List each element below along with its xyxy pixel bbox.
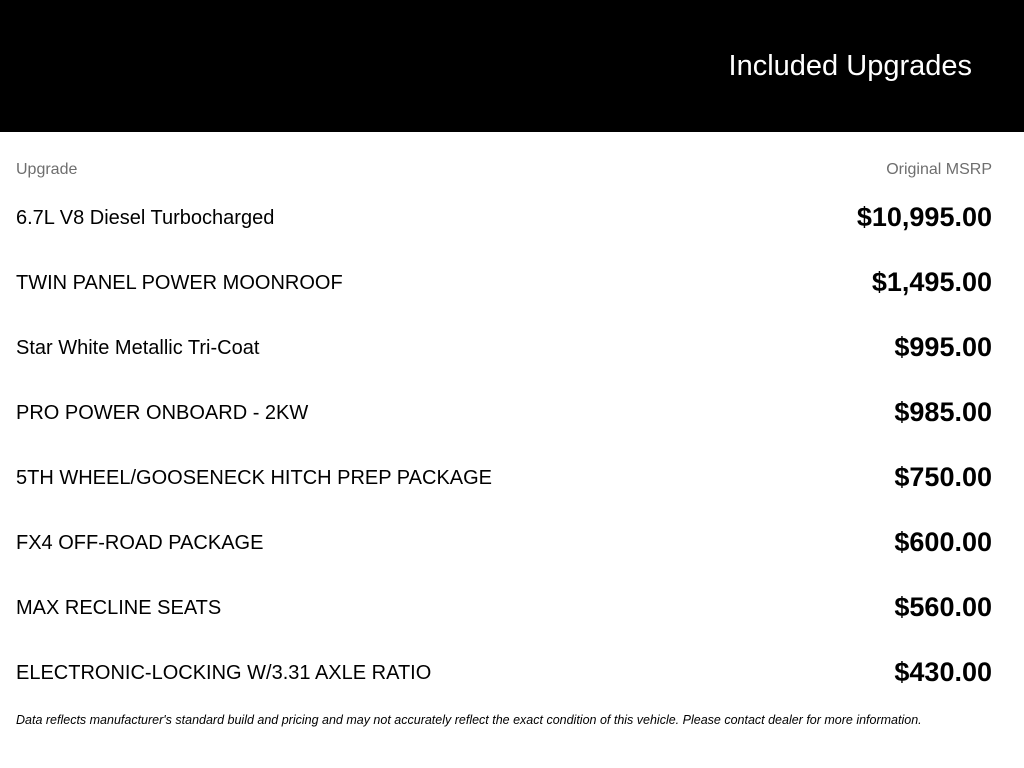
upgrade-price: $985.00 <box>894 397 992 427</box>
upgrade-row <box>16 510 992 575</box>
header-banner <box>0 0 1024 132</box>
upgrades-list <box>16 185 992 705</box>
upgrade-name: TWIN PANEL POWER MOONROOF <box>16 272 343 294</box>
upgrade-row <box>16 640 992 705</box>
upgrade-price: $430.00 <box>894 657 992 687</box>
column-headers <box>16 160 992 180</box>
upgrade-price: $750.00 <box>894 462 992 492</box>
upgrade-name: ELECTRONIC-LOCKING W/3.31 AXLE RATIO <box>16 662 432 684</box>
upgrade-price: $600.00 <box>894 527 992 557</box>
upgrade-name: Star White Metallic Tri-Coat <box>16 337 260 359</box>
upgrade-name: 5TH WHEEL/GOOSENECK HITCH PREP PACKAGE <box>16 467 493 489</box>
upgrade-row <box>16 315 992 380</box>
upgrade-row <box>16 575 992 640</box>
upgrade-column-header: Upgrade <box>16 161 78 178</box>
disclaimer-text: Data reflects manufacturer's standard build and pricing and may not accurately reflect the exact condition of this vehicle. Please contact dealer for more information. <box>16 713 922 727</box>
upgrade-name: PRO POWER ONBOARD - 2KW <box>16 402 309 424</box>
page-title: Included Upgrades <box>728 50 972 82</box>
upgrade-price: $995.00 <box>894 332 992 362</box>
upgrade-name: FX4 OFF-ROAD PACKAGE <box>16 532 264 554</box>
upgrade-name: 6.7L V8 Diesel Turbocharged <box>16 207 275 229</box>
upgrade-price: $560.00 <box>894 592 992 622</box>
upgrade-row <box>16 250 992 315</box>
upgrade-row <box>16 445 992 510</box>
msrp-column-header: Original MSRP <box>886 161 992 178</box>
upgrade-price: $1,495.00 <box>871 267 992 297</box>
upgrade-row <box>16 380 992 445</box>
upgrade-row <box>16 185 992 250</box>
upgrade-name: MAX RECLINE SEATS <box>16 597 222 619</box>
upgrade-price: $10,995.00 <box>856 202 992 232</box>
